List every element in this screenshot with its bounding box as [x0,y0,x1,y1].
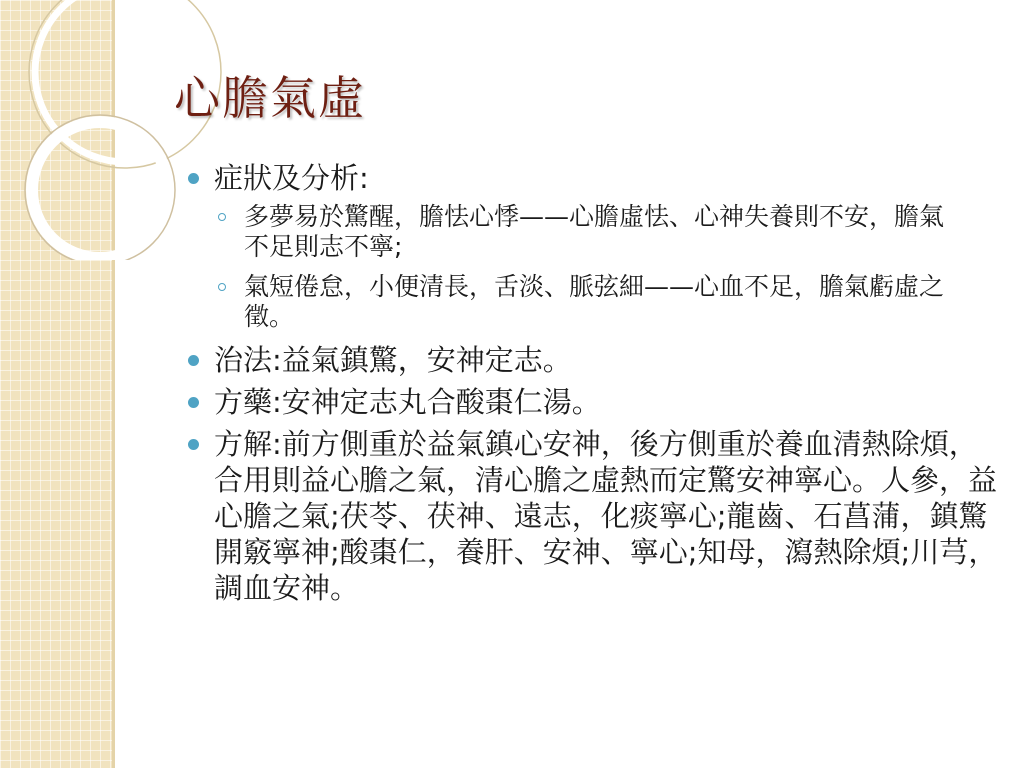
bullet-dot-icon [188,355,199,366]
sub-bullet-symptom-1 [188,202,954,262]
side-strip-edge [112,0,115,768]
bullet-dot-icon [188,173,199,184]
decorative-side-strip [0,0,112,768]
bullet-dot-icon [188,397,199,408]
sub-bullet-text: 氣短倦怠，小便清長，舌淡、脈弦細——心血不足，膽氣虧虛之徵。 [244,272,945,331]
bullet-dot-icon [188,439,199,450]
bullet-text: 症狀及分析: [214,161,369,195]
slide-title: 心膽氣虛 [174,71,366,125]
sub-bullet-ring-icon [218,213,226,221]
bullet-text: 治法:益氣鎮驚，安神定志。 [214,343,572,377]
bullet-text: 方解:前方側重於益氣鎮心安神，後方側重於養血清熱除煩，合用則益心膽之氣，清心膽之虛熱而定驚安神寧心。人參，益心膽之氣;茯苓、茯神、遠志，化痰寧心;龍齒、石菖蒲，鎮驚開竅寧神;酸棗仁，養肝、安神、寧心;知母，瀉熱除煩;川芎，調血安神。 [214,427,998,605]
sub-bullet-ring-icon [218,283,226,291]
slide-content [188,160,998,612]
sub-bullet-symptom-2 [188,272,954,332]
sub-bullet-text: 多夢易於驚醒，膽怯心悸——心膽虛怯、心神失養則不安，膽氣不足則志不寧; [244,202,945,261]
bullet-prescription [188,384,998,420]
bullet-explanation [188,426,998,606]
bullet-text: 方藥:安神定志丸合酸棗仁湯。 [214,385,601,419]
bullet-treatment [188,342,998,378]
bullet-symptoms [188,160,998,196]
